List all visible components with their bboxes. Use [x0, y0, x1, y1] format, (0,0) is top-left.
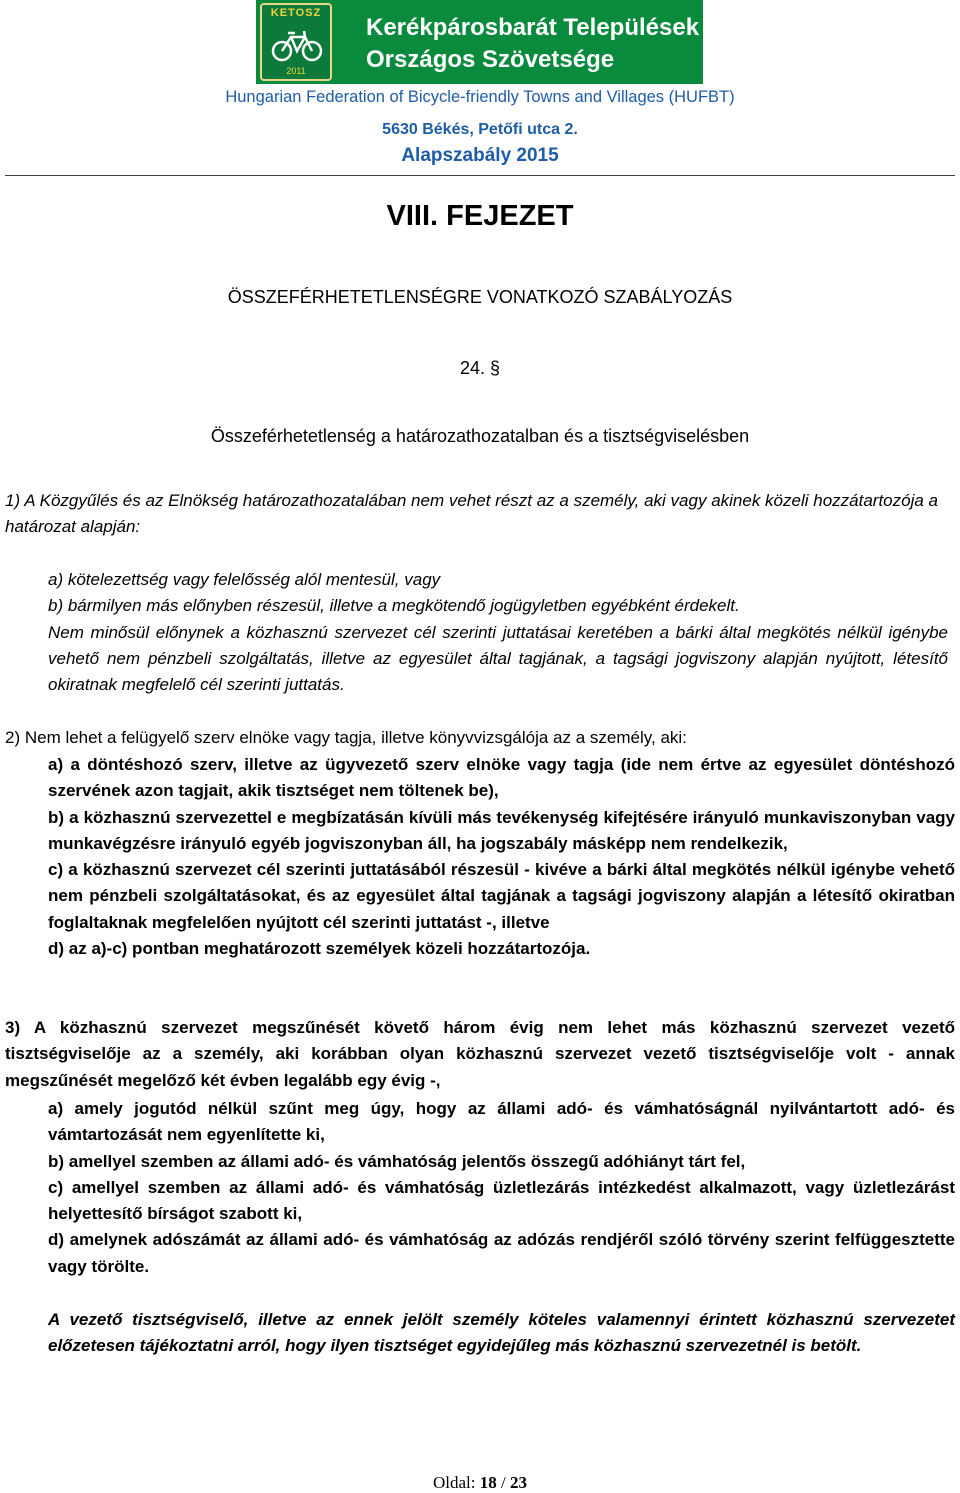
paragraph-4: A vezető tisztségviselő, illetve az ennek jelölt személy köteles valamennyi érintett közhasznú szervezetet előzetesen tájékoztatni arról, hogy ilyen tisztséget egyidejűleg más közhasznú szervezetnél is betölt. — [48, 1310, 955, 1356]
section-number: 24. § — [459, 358, 501, 378]
paragraph-2-items — [48, 752, 955, 962]
list-item: a) amely jogutód nélkül szűnt meg úgy, hogy az állami adó- és vámhatóságnál nyilvántartott adó- és vámtartozását nem egyenlítette ki, — [48, 1099, 955, 1145]
section-title: Összeférhetetlenség a határozathozatalban és a tisztségviselésben — [210, 426, 750, 446]
logo-year: 2011 — [286, 66, 306, 76]
page-separator: / — [501, 1473, 506, 1492]
banner-title-line1: Kerékpárosbarát Települések — [366, 14, 700, 41]
paragraph-3: 3) A közhasznú szervezet megszűnését követő három évig nem lehet más közhasznú szervezet vezető tisztségviselője az a személy, aki korábban olyan közhasznú szervezet vezető tisztségviselője volt - annak megszűnését megelőző két évben legalább egy évig -, — [5, 1018, 955, 1090]
list-item: a) a döntéshozó szerv, illetve az ügyvezető szerv elnöke vagy tagja (ide nem értve az egyesület döntéshozó szervének azon tagjait, akik tisztséget nem töltenek be), — [48, 755, 955, 801]
paragraph-3-items — [48, 1096, 955, 1280]
list-item: c) a közhasznú szervezet cél szerinti juttatásából részesül - kivéve a bárki által megkötés nélkül igénybe vehető nem pénzbeli szolgáltatásokat, és az egyesület által tagjának a tagsági jogviszony alapján a létesítő okiratban foglaltaknak megfelelően nyújtott cél szerinti juttatást -, illetve — [48, 860, 955, 932]
banner-title-line2: Országos Szövetsége — [366, 46, 615, 73]
chapter-heading: VIII. FEJEZET — [386, 200, 574, 232]
logo-text: KETOSZ — [270, 7, 322, 19]
list-item: c) amellyel szemben az állami adó- és vámhatóság üzletlezárás intézkedést alkalmazott, vagy üzletlezárást helyettesítő bírságot szabott ki, — [48, 1177, 955, 1224]
list-item: b) amellyel szemben az állami adó- és vámhatóság jelentős összegű adóhiányt tárt fel, — [48, 1151, 746, 1171]
paragraph-1: 1) A Közgyűlés és az Elnökség határozathozatalában nem vehet részt az a személy, aki vagy akinek közeli hozzátartozója a határozat alapján: — [5, 491, 938, 537]
organization-english-name: Hungarian Federation of Bicycle-friendly Towns and Villages (HUFBT) — [225, 88, 735, 106]
paragraph-2: 2) Nem lehet a felügyelő szerv elnöke vagy tagja, illetve könyvvizsgálója az a személy, aki: — [5, 728, 687, 747]
paragraph-1-items — [48, 567, 948, 698]
page-label: Oldal: — [433, 1473, 476, 1492]
chapter-subject: ÖSSZEFÉRHETETLENSÉGRE VONATKOZÓ SZABÁLYOZÁS — [227, 287, 733, 307]
page-footer — [0, 1473, 960, 1493]
logo — [260, 3, 332, 81]
header-banner — [256, 0, 703, 84]
paragraph-1-item-a: a) kötelezettség vagy felelősség alól mentesül, vagy — [48, 570, 441, 589]
list-item: d) az a)-c) pontban meghatározott személyek közeli hozzátartozója. — [48, 939, 591, 959]
bicycle-icon — [271, 27, 323, 63]
paragraph-1-note: Nem minősül előnynek a közhasznú szervezet cél szerinti juttatásai keretében a bárki által megkötés nélkül igénybe vehető nem pénzbeli szolgáltatás, illetve az egyesület által tagjának, a tagsági jogviszony alapján nyújtott, létesítő okiratnak megfelelő cél szerinti juttatás. — [48, 622, 948, 695]
header-divider — [5, 175, 955, 176]
list-item: d) amelynek adószámát az állami adó- és vámhatóság az adózás rendjéről szóló törvény szerint felfüggesztette vagy törölte. — [48, 1230, 955, 1276]
current-page-number: 18 — [479, 1473, 497, 1492]
paragraph-1-item-b: b) bármilyen más előnyben részesül, illetve a megkötendő jogügyletben egyébként érdekelt. — [48, 596, 740, 616]
list-item: b) a közhasznú szervezettel e megbízatásán kívüli más tevékenység kifejtésére irányuló munkaviszonyban vagy munkavégzésre irányuló egyéb jogviszonyban áll, ha jogszabály másképp nem rendelkezik, — [48, 807, 955, 853]
document-title: Alapszabály 2015 — [401, 145, 559, 166]
total-pages-number: 23 — [509, 1473, 527, 1492]
organization-address: 5630 Békés, Petőfi utca 2. — [382, 121, 578, 138]
